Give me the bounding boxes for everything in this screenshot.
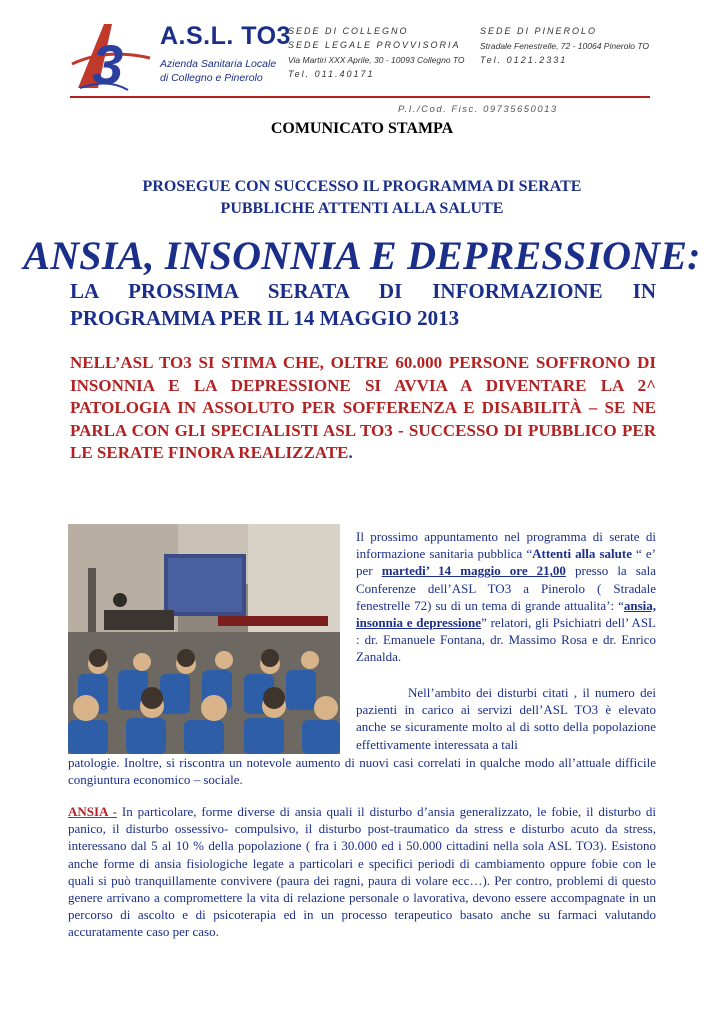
legale-label: SEDE LEGALE PROVVISORIA: [288, 40, 461, 50]
headline: ANSIA, INSONNIA E DEPRESSIONE:: [23, 233, 701, 278]
pinerolo-tel: Tel. 0121.2331: [480, 55, 568, 65]
svg-text:3: 3: [92, 33, 124, 94]
lead-text: NELL’ASL TO3 SI STIMA CHE, OLTRE 60.000 PERSONE SOFFRONO DI INSONNIA E LA DEPRESSIONE SI AVVIA A DIVENTARE LA 2^ PATOLOGIA IN ASSOLUTO PER SOFFERENZA E DISABILITÀ – SE NE PARLA CON GLI SPECIALISTI ASL TO3 - SUCCESSO DI PUBBLICO PER LE SERATE FINORA REALIZZATE: [70, 353, 656, 462]
pinerolo-address: Stradale Fenestrelle, 72 - 10064 Pinerolo TO: [480, 41, 649, 51]
pinerolo-label: SEDE DI PINEROLO: [480, 26, 598, 36]
para2-text-right: Nell’ambito dei disturbi citati , il numero dei pazienti in carico ai servizi dell’ASL TO3 è elevato anche se sicuramente molto al di sotto della popolazione effettivamente interessata a tali: [356, 685, 656, 752]
letterhead: [68, 18, 650, 118]
org-line2: di Collegno e Pinerolo: [160, 72, 263, 84]
kicker: [70, 176, 654, 220]
kicker-line-2: PUBBLICHE ATTENTI ALLA SALUTE: [220, 200, 504, 217]
lead-tail: .: [348, 443, 353, 462]
org-line1: Azienda Sanitaria Locale: [160, 58, 277, 70]
page-title: COMUNICATO STAMPA: [270, 120, 454, 137]
kicker-line-1: PROSEGUE CON SUCCESSO IL PROGRAMMA DI SERATE: [142, 178, 582, 195]
conference-photo: [68, 524, 340, 754]
ansia-label: ANSIA -: [68, 804, 117, 819]
collegno-tel: Tel. 011.40171: [288, 69, 375, 79]
para1-text-3: presso la sala Conferenze dell’ASL TO3 a Pinerolo ( Stradale fenestrelle 72) su di un tema di grande attualita’: “: [356, 563, 656, 613]
org-name: A.S.L. TO3: [160, 22, 291, 50]
lead-paragraph: [70, 352, 656, 465]
paragraph-patients-right: [356, 684, 656, 753]
collegno-label: SEDE DI COLLEGNO: [288, 26, 409, 36]
paragraph-patients-full: patologie. Inoltre, si riscontra un notevole aumento di nuovi casi correlati in qualche modo all’attuale difficile congiuntura economico – sociale.: [68, 755, 656, 788]
asl-logo-icon: [68, 18, 154, 94]
header-divider: [70, 96, 650, 98]
collegno-address: Via Martiri XXX Aprile, 30 - 10093 Collegno TO: [288, 55, 465, 65]
paragraph-appointment: [356, 528, 656, 666]
subheadline: LA PROSSIMA SERATA DI INFORMAZIONE IN PROGRAMMA PER IL 14 MAGGIO 2013: [70, 279, 656, 330]
ansia-text: In particolare, forme diverse di ansia quali il disturbo d’ansia generalizzato, le fobie, il disturbo di panico, il disturbo ossessivo- compulsivo, il disturbo post-traumatico da stress e disturbo acuto da stress, interessano dal 5 al 10 % della popolazione ( fra i 30.000 ed i 50.000 cittadini nella sola ASL TO3). Esistono anche forme di ansia fisiologiche legate a particolari e specifici periodi di cambiamento oppure fobie con le quali si può tranquillamente convivere (paura dei ragni, paura di volare ecc…). Per contro, problemi di questo genere arrivano a compromettere la vita di relazione personale o lavorativa, devono essere accompagnate in un percorso di ascolto e di psicoterapia ed in un processo terapeutico basato anche su farmaci valutando accuratamente caso per caso.: [68, 804, 656, 940]
event-topic: ansia, insonnia e depressione: [356, 597, 656, 631]
event-date: martedi’ 14 maggio ore 21,00: [381, 563, 566, 579]
para1-text-2: “ e’ per: [356, 546, 657, 579]
para1-text-1: Il prossimo appuntamento nel programma di serate di informazione sanitaria pubblica “: [356, 529, 656, 562]
paragraph-ansia: [68, 803, 656, 941]
para1-text-4: ” relatori, gli Psichiatri dell’ ASL : dr. Emanuele Fontana, dr. Massimo Rosa e dr. Enrico Zanalda.: [356, 615, 656, 665]
fiscal-code: P.I./Cod. Fisc. 09735650013: [398, 104, 558, 115]
event-name: Attenti alla salute: [532, 546, 632, 562]
